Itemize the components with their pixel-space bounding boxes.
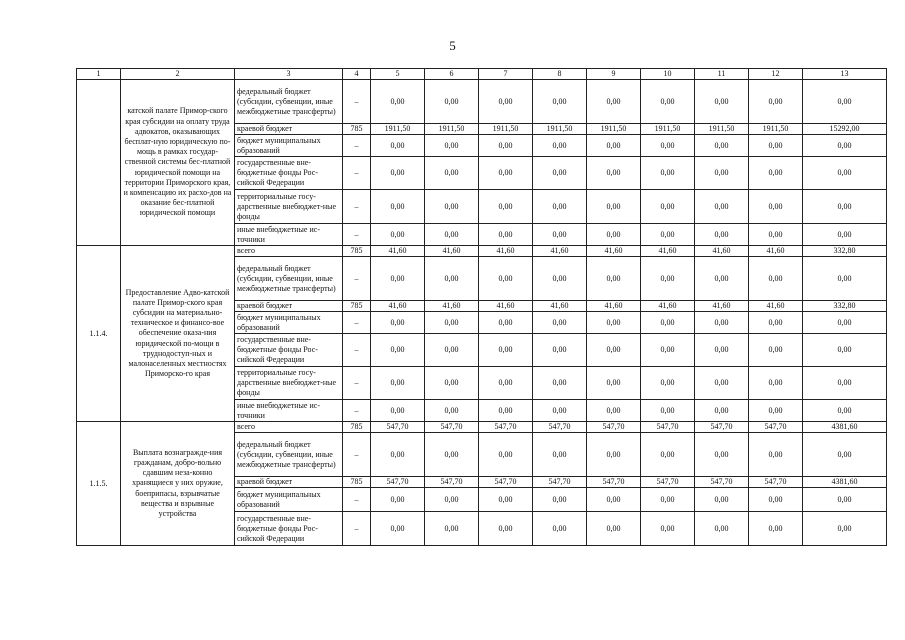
amount-cell: 41,60 bbox=[533, 301, 587, 312]
amount-cell: 547,70 bbox=[695, 477, 749, 488]
amount-cell: 41,60 bbox=[425, 301, 479, 312]
amount-cell: 0,00 bbox=[695, 190, 749, 224]
funding-source: федеральный бюджет (субсидии, субвенции, иные межбюджетные трансферты) bbox=[235, 257, 343, 301]
budget-code: – bbox=[343, 334, 371, 367]
budget-code: 785 bbox=[343, 422, 371, 433]
amount-cell: 41,60 bbox=[479, 246, 533, 257]
funding-source: территориальные госу-дарственные внебюджет-ные фонды bbox=[235, 367, 343, 400]
amount-cell: 0,00 bbox=[425, 312, 479, 334]
amount-cell: 0,00 bbox=[479, 400, 533, 422]
amount-cell: 0,00 bbox=[803, 433, 887, 477]
amount-cell: 0,00 bbox=[641, 334, 695, 367]
amount-cell: 0,00 bbox=[425, 80, 479, 124]
budget-code: – bbox=[343, 312, 371, 334]
amount-cell: 547,70 bbox=[425, 422, 479, 433]
amount-cell: 0,00 bbox=[371, 257, 425, 301]
amount-cell: 0,00 bbox=[803, 135, 887, 157]
funding-source: всего bbox=[235, 246, 343, 257]
amount-cell: 41,60 bbox=[641, 301, 695, 312]
amount-cell: 547,70 bbox=[371, 477, 425, 488]
amount-cell: 0,00 bbox=[803, 80, 887, 124]
table-row bbox=[77, 80, 887, 124]
amount-cell: 0,00 bbox=[479, 312, 533, 334]
measure-name: Предоставление Адво-катской палате Примор-ского края субсидии на материально-техническое и финансо-вое обеспечение оказа-ния юридической по-мощи в труднодоступ-ных и малонаселенных местностях Приморско-го края bbox=[121, 246, 235, 422]
amount-cell: 41,60 bbox=[371, 246, 425, 257]
amount-cell: 0,00 bbox=[641, 312, 695, 334]
amount-cell: 0,00 bbox=[803, 190, 887, 224]
column-header: 3 bbox=[235, 69, 343, 80]
amount-cell: 0,00 bbox=[641, 157, 695, 190]
amount-cell: 41,60 bbox=[479, 301, 533, 312]
amount-cell: 0,00 bbox=[587, 334, 641, 367]
amount-cell: 0,00 bbox=[425, 488, 479, 512]
amount-cell: 0,00 bbox=[371, 433, 425, 477]
column-header: 9 bbox=[587, 69, 641, 80]
amount-cell: 0,00 bbox=[479, 433, 533, 477]
funding-source: территориальные госу-дарственные внебюджет-ные фонды bbox=[235, 190, 343, 224]
amount-cell: 0,00 bbox=[695, 312, 749, 334]
amount-cell: 0,00 bbox=[425, 512, 479, 546]
amount-cell: 547,70 bbox=[641, 477, 695, 488]
amount-cell: 41,60 bbox=[749, 246, 803, 257]
amount-cell: 1911,50 bbox=[641, 124, 695, 135]
funding-source: бюджет муниципальных образований bbox=[235, 488, 343, 512]
budget-code: 785 bbox=[343, 301, 371, 312]
amount-cell: 0,00 bbox=[533, 400, 587, 422]
amount-cell: 547,70 bbox=[587, 422, 641, 433]
funding-source: всего bbox=[235, 422, 343, 433]
amount-cell: 41,60 bbox=[641, 246, 695, 257]
amount-cell: 547,70 bbox=[749, 422, 803, 433]
funding-source: бюджет муниципальных образований bbox=[235, 135, 343, 157]
amount-cell: 41,60 bbox=[533, 246, 587, 257]
amount-cell: 41,60 bbox=[371, 301, 425, 312]
amount-cell: 0,00 bbox=[641, 367, 695, 400]
amount-cell: 0,00 bbox=[695, 488, 749, 512]
amount-cell: 0,00 bbox=[641, 190, 695, 224]
amount-cell: 547,70 bbox=[749, 477, 803, 488]
amount-cell: 0,00 bbox=[533, 334, 587, 367]
column-header: 2 bbox=[121, 69, 235, 80]
amount-cell: 1911,50 bbox=[749, 124, 803, 135]
amount-cell: 0,00 bbox=[803, 512, 887, 546]
amount-cell: 0,00 bbox=[425, 190, 479, 224]
amount-cell: 0,00 bbox=[533, 135, 587, 157]
budget-code: – bbox=[343, 257, 371, 301]
amount-cell: 0,00 bbox=[479, 157, 533, 190]
amount-cell: 0,00 bbox=[371, 135, 425, 157]
amount-cell: 0,00 bbox=[695, 257, 749, 301]
budget-code: 785 bbox=[343, 124, 371, 135]
amount-cell: 0,00 bbox=[371, 224, 425, 246]
amount-cell: 0,00 bbox=[587, 433, 641, 477]
amount-cell: 1911,50 bbox=[695, 124, 749, 135]
amount-cell: 547,70 bbox=[533, 477, 587, 488]
amount-cell: 0,00 bbox=[749, 224, 803, 246]
funding-source: федеральный бюджет (субсидии, субвенции, иные межбюджетные трансферты) bbox=[235, 80, 343, 124]
amount-cell: 0,00 bbox=[587, 135, 641, 157]
amount-cell: 0,00 bbox=[533, 488, 587, 512]
page-number: 5 bbox=[449, 38, 456, 53]
amount-cell: 0,00 bbox=[803, 157, 887, 190]
budget-code: 785 bbox=[343, 246, 371, 257]
amount-cell: 0,00 bbox=[749, 334, 803, 367]
amount-cell: 0,00 bbox=[533, 257, 587, 301]
amount-cell: 0,00 bbox=[749, 257, 803, 301]
amount-cell: 0,00 bbox=[587, 224, 641, 246]
budget-code: – bbox=[343, 433, 371, 477]
amount-cell: 4381,60 bbox=[803, 422, 887, 433]
amount-cell: 0,00 bbox=[479, 512, 533, 546]
amount-cell: 547,70 bbox=[641, 422, 695, 433]
budget-code: – bbox=[343, 367, 371, 400]
budget-code: 785 bbox=[343, 477, 371, 488]
measure-code: 1.1.4. bbox=[77, 246, 121, 422]
column-header: 7 bbox=[479, 69, 533, 80]
amount-cell: 0,00 bbox=[641, 80, 695, 124]
amount-cell: 0,00 bbox=[587, 257, 641, 301]
column-header: 10 bbox=[641, 69, 695, 80]
amount-cell: 0,00 bbox=[695, 224, 749, 246]
funding-source: иные внебюджетные ис-точники bbox=[235, 224, 343, 246]
funding-source: государственные вне-бюджетные фонды Рос-сийской Федерации bbox=[235, 157, 343, 190]
funding-source: краевой бюджет bbox=[235, 301, 343, 312]
budget-code: – bbox=[343, 157, 371, 190]
amount-cell: 0,00 bbox=[587, 512, 641, 546]
amount-cell: 0,00 bbox=[803, 488, 887, 512]
amount-cell: 1911,50 bbox=[371, 124, 425, 135]
amount-cell: 0,00 bbox=[641, 135, 695, 157]
amount-cell: 0,00 bbox=[371, 80, 425, 124]
amount-cell: 0,00 bbox=[425, 257, 479, 301]
amount-cell: 41,60 bbox=[587, 301, 641, 312]
budget-code: – bbox=[343, 135, 371, 157]
measure-name: Выплата вознагражде-ния гражданам, добро-вольно сдавшим неза-конно хранящиеся у них оружие, боеприпасы, взрывчатые вещества и взрывные устройства bbox=[121, 422, 235, 546]
funding-source: иные внебюджетные ис-точники bbox=[235, 400, 343, 422]
amount-cell: 0,00 bbox=[587, 157, 641, 190]
amount-cell: 0,00 bbox=[371, 488, 425, 512]
amount-cell: 0,00 bbox=[749, 400, 803, 422]
amount-cell: 41,60 bbox=[587, 246, 641, 257]
amount-cell: 0,00 bbox=[533, 157, 587, 190]
budget-code: – bbox=[343, 190, 371, 224]
amount-cell: 0,00 bbox=[803, 367, 887, 400]
amount-cell: 0,00 bbox=[641, 512, 695, 546]
amount-cell: 0,00 bbox=[695, 400, 749, 422]
amount-cell: 0,00 bbox=[425, 157, 479, 190]
measure-name: катской палате Примор-ского края субсидии на оплату труда адвокатов, оказывающих бесплат-ную юридическую по-мощь в рамках государ-ственной системы бес-платной юридической помощи на территории Приморского края, и компенсацию их расхо-дов на оказание бес-платной юридической помощи bbox=[121, 80, 235, 246]
funding-source: федеральный бюджет (субсидии, субвенции, иные межбюджетные трансферты) bbox=[235, 433, 343, 477]
amount-cell: 0,00 bbox=[749, 80, 803, 124]
table-body bbox=[77, 80, 887, 546]
amount-cell: 0,00 bbox=[371, 312, 425, 334]
amount-cell: 0,00 bbox=[587, 367, 641, 400]
amount-cell: 0,00 bbox=[695, 135, 749, 157]
amount-cell: 0,00 bbox=[479, 257, 533, 301]
column-header: 8 bbox=[533, 69, 587, 80]
amount-cell: 0,00 bbox=[533, 224, 587, 246]
amount-cell: 0,00 bbox=[425, 135, 479, 157]
amount-cell: 0,00 bbox=[479, 80, 533, 124]
measure-code: 1.1.5. bbox=[77, 422, 121, 546]
amount-cell: 0,00 bbox=[425, 224, 479, 246]
amount-cell: 41,60 bbox=[425, 246, 479, 257]
header-row bbox=[77, 69, 887, 80]
amount-cell: 0,00 bbox=[803, 334, 887, 367]
amount-cell: 0,00 bbox=[749, 512, 803, 546]
amount-cell: 0,00 bbox=[641, 488, 695, 512]
budget-table bbox=[76, 68, 887, 546]
amount-cell: 0,00 bbox=[479, 334, 533, 367]
amount-cell: 0,00 bbox=[695, 80, 749, 124]
budget-code: – bbox=[343, 400, 371, 422]
column-header: 5 bbox=[371, 69, 425, 80]
column-header: 1 bbox=[77, 69, 121, 80]
amount-cell: 0,00 bbox=[587, 488, 641, 512]
budget-code: – bbox=[343, 488, 371, 512]
amount-cell: 0,00 bbox=[803, 400, 887, 422]
amount-cell: 0,00 bbox=[371, 190, 425, 224]
amount-cell: 0,00 bbox=[641, 257, 695, 301]
amount-cell: 1911,50 bbox=[425, 124, 479, 135]
amount-cell: 547,70 bbox=[479, 422, 533, 433]
amount-cell: 0,00 bbox=[695, 512, 749, 546]
amount-cell: 0,00 bbox=[641, 400, 695, 422]
amount-cell: 0,00 bbox=[533, 80, 587, 124]
column-header: 11 bbox=[695, 69, 749, 80]
amount-cell: 0,00 bbox=[425, 400, 479, 422]
amount-cell: 547,70 bbox=[695, 422, 749, 433]
amount-cell: 0,00 bbox=[803, 224, 887, 246]
amount-cell: 0,00 bbox=[479, 224, 533, 246]
amount-cell: 0,00 bbox=[425, 433, 479, 477]
funding-source: государственные вне-бюджетные фонды Рос-сийской Федерации bbox=[235, 512, 343, 546]
amount-cell: 41,60 bbox=[749, 301, 803, 312]
column-header: 6 bbox=[425, 69, 479, 80]
amount-cell: 547,70 bbox=[479, 477, 533, 488]
amount-cell: 0,00 bbox=[749, 190, 803, 224]
amount-cell: 0,00 bbox=[533, 367, 587, 400]
amount-cell: 0,00 bbox=[641, 224, 695, 246]
amount-cell: 0,00 bbox=[587, 190, 641, 224]
amount-cell: 0,00 bbox=[749, 488, 803, 512]
amount-cell: 0,00 bbox=[533, 190, 587, 224]
amount-cell: 547,70 bbox=[587, 477, 641, 488]
amount-cell: 0,00 bbox=[749, 135, 803, 157]
amount-cell: 0,00 bbox=[533, 312, 587, 334]
budget-code: – bbox=[343, 224, 371, 246]
amount-cell: 0,00 bbox=[371, 157, 425, 190]
funding-source: краевой бюджет bbox=[235, 477, 343, 488]
amount-cell: 0,00 bbox=[371, 512, 425, 546]
amount-cell: 0,00 bbox=[695, 157, 749, 190]
amount-cell: 0,00 bbox=[425, 334, 479, 367]
funding-source: бюджет муниципальных образований bbox=[235, 312, 343, 334]
amount-cell: 0,00 bbox=[533, 433, 587, 477]
amount-cell: 332,80 bbox=[803, 301, 887, 312]
amount-cell: 0,00 bbox=[371, 334, 425, 367]
table-row bbox=[77, 246, 887, 257]
amount-cell: 0,00 bbox=[749, 433, 803, 477]
amount-cell: 1911,50 bbox=[587, 124, 641, 135]
amount-cell: 547,70 bbox=[371, 422, 425, 433]
column-header: 13 bbox=[803, 69, 887, 80]
amount-cell: 0,00 bbox=[695, 433, 749, 477]
amount-cell: 0,00 bbox=[371, 367, 425, 400]
budget-code: – bbox=[343, 512, 371, 546]
funding-source: государственные вне-бюджетные фонды Рос-сийской Федерации bbox=[235, 334, 343, 367]
amount-cell: 1911,50 bbox=[479, 124, 533, 135]
amount-cell: 15292,00 bbox=[803, 124, 887, 135]
amount-cell: 0,00 bbox=[803, 257, 887, 301]
amount-cell: 332,80 bbox=[803, 246, 887, 257]
amount-cell: 0,00 bbox=[587, 312, 641, 334]
table-row bbox=[77, 422, 887, 433]
amount-cell: 0,00 bbox=[533, 512, 587, 546]
amount-cell: 0,00 bbox=[371, 400, 425, 422]
amount-cell: 0,00 bbox=[479, 488, 533, 512]
measure-code bbox=[77, 80, 121, 246]
amount-cell: 0,00 bbox=[641, 433, 695, 477]
amount-cell: 41,60 bbox=[695, 301, 749, 312]
amount-cell: 41,60 bbox=[695, 246, 749, 257]
amount-cell: 0,00 bbox=[695, 334, 749, 367]
amount-cell: 1911,50 bbox=[533, 124, 587, 135]
amount-cell: 0,00 bbox=[695, 367, 749, 400]
amount-cell: 4381,60 bbox=[803, 477, 887, 488]
amount-cell: 0,00 bbox=[803, 312, 887, 334]
column-header: 4 bbox=[343, 69, 371, 80]
amount-cell: 547,70 bbox=[425, 477, 479, 488]
amount-cell: 0,00 bbox=[749, 312, 803, 334]
amount-cell: 0,00 bbox=[587, 80, 641, 124]
amount-cell: 0,00 bbox=[479, 190, 533, 224]
amount-cell: 0,00 bbox=[479, 135, 533, 157]
amount-cell: 0,00 bbox=[749, 367, 803, 400]
budget-code: – bbox=[343, 80, 371, 124]
funding-source: краевой бюджет bbox=[235, 124, 343, 135]
amount-cell: 0,00 bbox=[587, 400, 641, 422]
amount-cell: 0,00 bbox=[749, 157, 803, 190]
amount-cell: 547,70 bbox=[533, 422, 587, 433]
amount-cell: 0,00 bbox=[425, 367, 479, 400]
amount-cell: 0,00 bbox=[479, 367, 533, 400]
column-header: 12 bbox=[749, 69, 803, 80]
